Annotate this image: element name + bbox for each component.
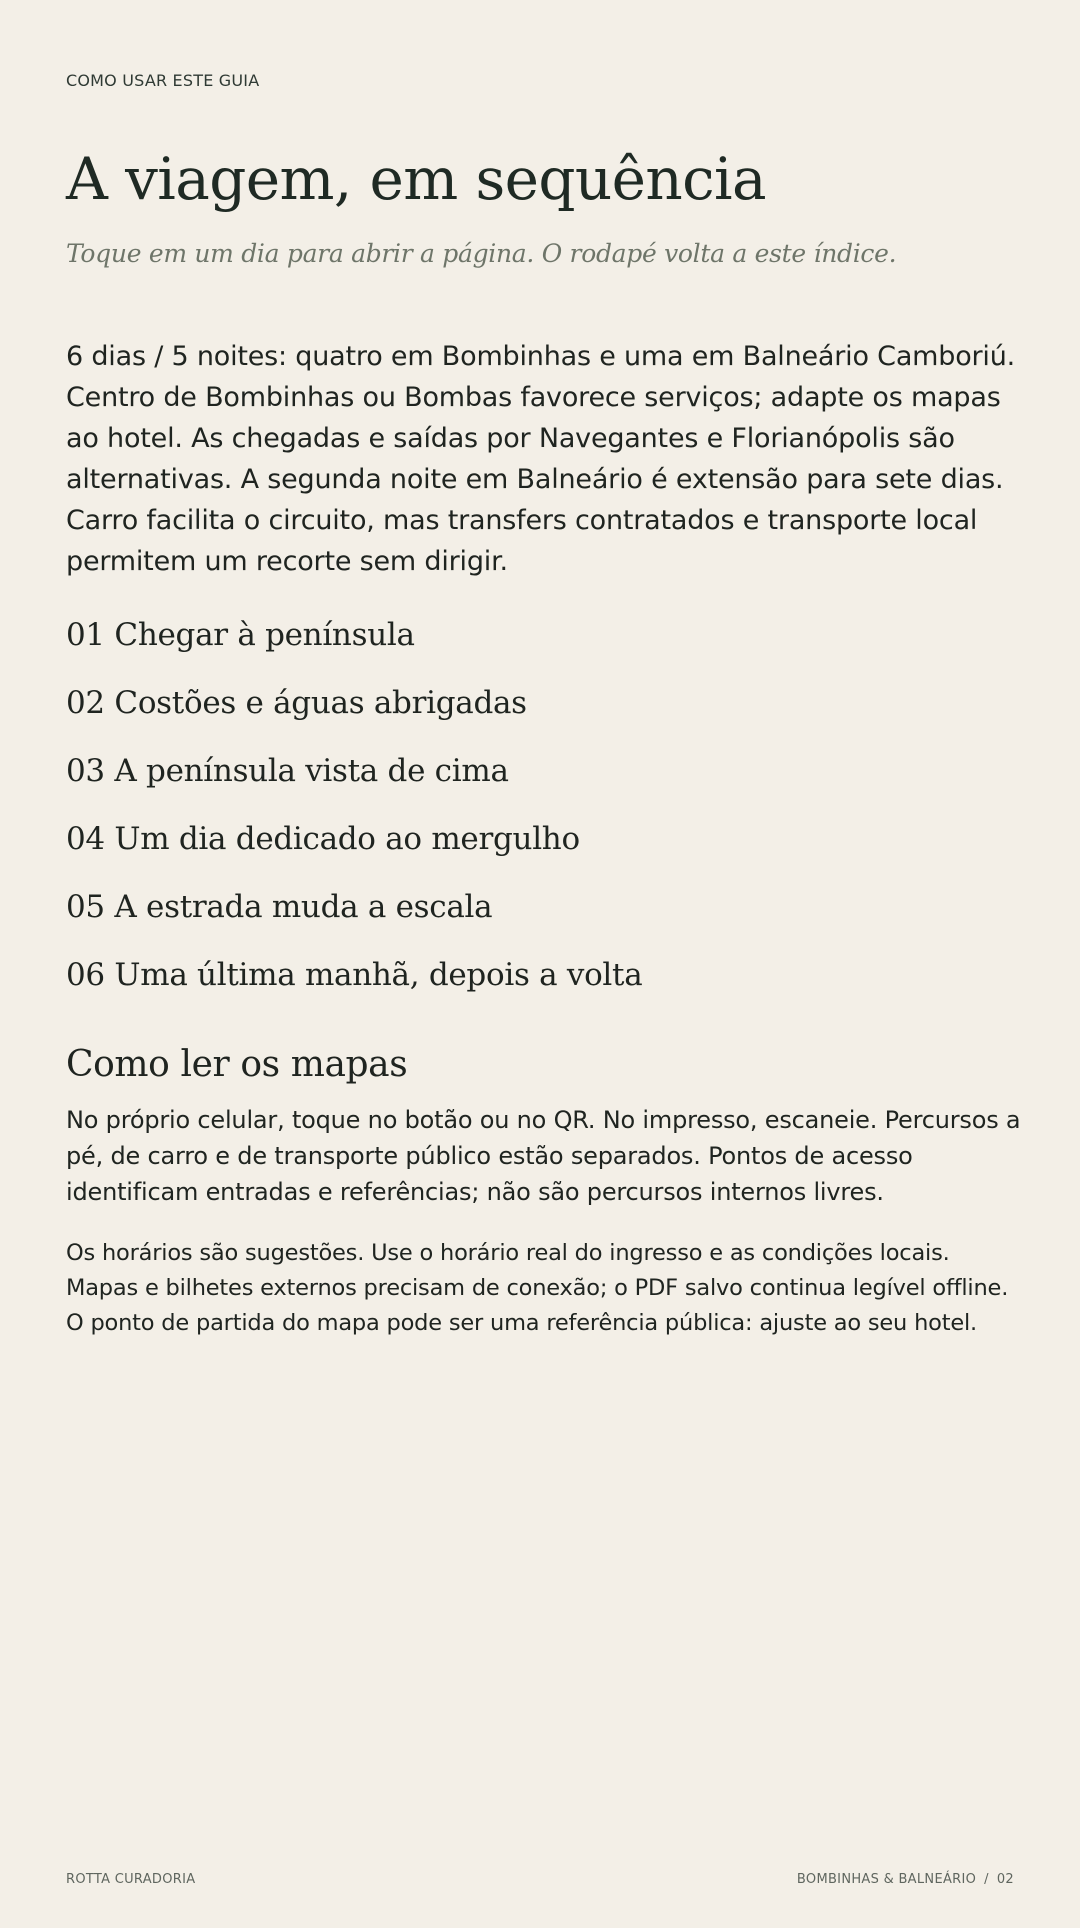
day-link-05[interactable]: 05 A estrada muda a escala — [66, 889, 493, 925]
day-link-03[interactable]: 03 A península vista de cima — [66, 753, 509, 789]
footer-separator: / — [984, 1872, 989, 1887]
page-subtitle: Toque em um dia para abrir a página. O rodapé volta a este índice. — [66, 239, 897, 268]
footer-brand: ROTTA CURADORIA — [66, 1872, 196, 1887]
day-link-01[interactable]: 01 Chegar à península — [66, 617, 415, 653]
footer-page-info — [797, 1872, 1014, 1887]
day-link-06[interactable]: 06 Uma última manhã, depois a volta — [66, 957, 643, 993]
maps-section-title: Como ler os mapas — [66, 1044, 408, 1085]
footer-guide-title: BOMBINHAS & BALNEÁRIO — [796, 1872, 977, 1887]
day-index-list — [66, 610, 642, 1018]
maps-paragraph-1: No próprio celular, toque no botão ou no QR. No impresso, escaneie. Percursos a pé, de carro e de transporte público estão separados. Pontos de acesso identificam entradas e referências; não são percursos internos livres. — [66, 1106, 1021, 1206]
intro-paragraph: 6 dias / 5 noites: quatro em Bombinhas e uma em Balneário Camboriú. Centro de Bombinhas ou Bombas favorece serviços; adapte os mapas ao hotel. As chegadas e saídas por Navegantes e Florianópolis são alternativas. A segunda noite em Balneário é extensão para sete dias. Carro facilita o circuito, mas transfers contratados e transporte local permitem um recorte sem dirigir. — [66, 341, 1016, 577]
page-title: A viagem, em sequência — [66, 145, 766, 213]
footer-page-number: 02 — [996, 1872, 1014, 1887]
day-link-02[interactable]: 02 Costões e águas abrigadas — [66, 685, 527, 721]
guide-page — [66, 0, 1021, 1928]
day-link-04[interactable]: 04 Um dia dedicado ao mergulho — [66, 821, 580, 857]
section-eyebrow: COMO USAR ESTE GUIA — [66, 71, 260, 90]
maps-paragraph-2: Os horários são sugestões. Use o horário real do ingresso e as condições locais. Mapas e bilhetes externos precisam de conexão; o PDF salvo continua legível offline. O ponto de partida do mapa pode ser uma referência pública: ajuste ao seu hotel. — [66, 1240, 1009, 1336]
